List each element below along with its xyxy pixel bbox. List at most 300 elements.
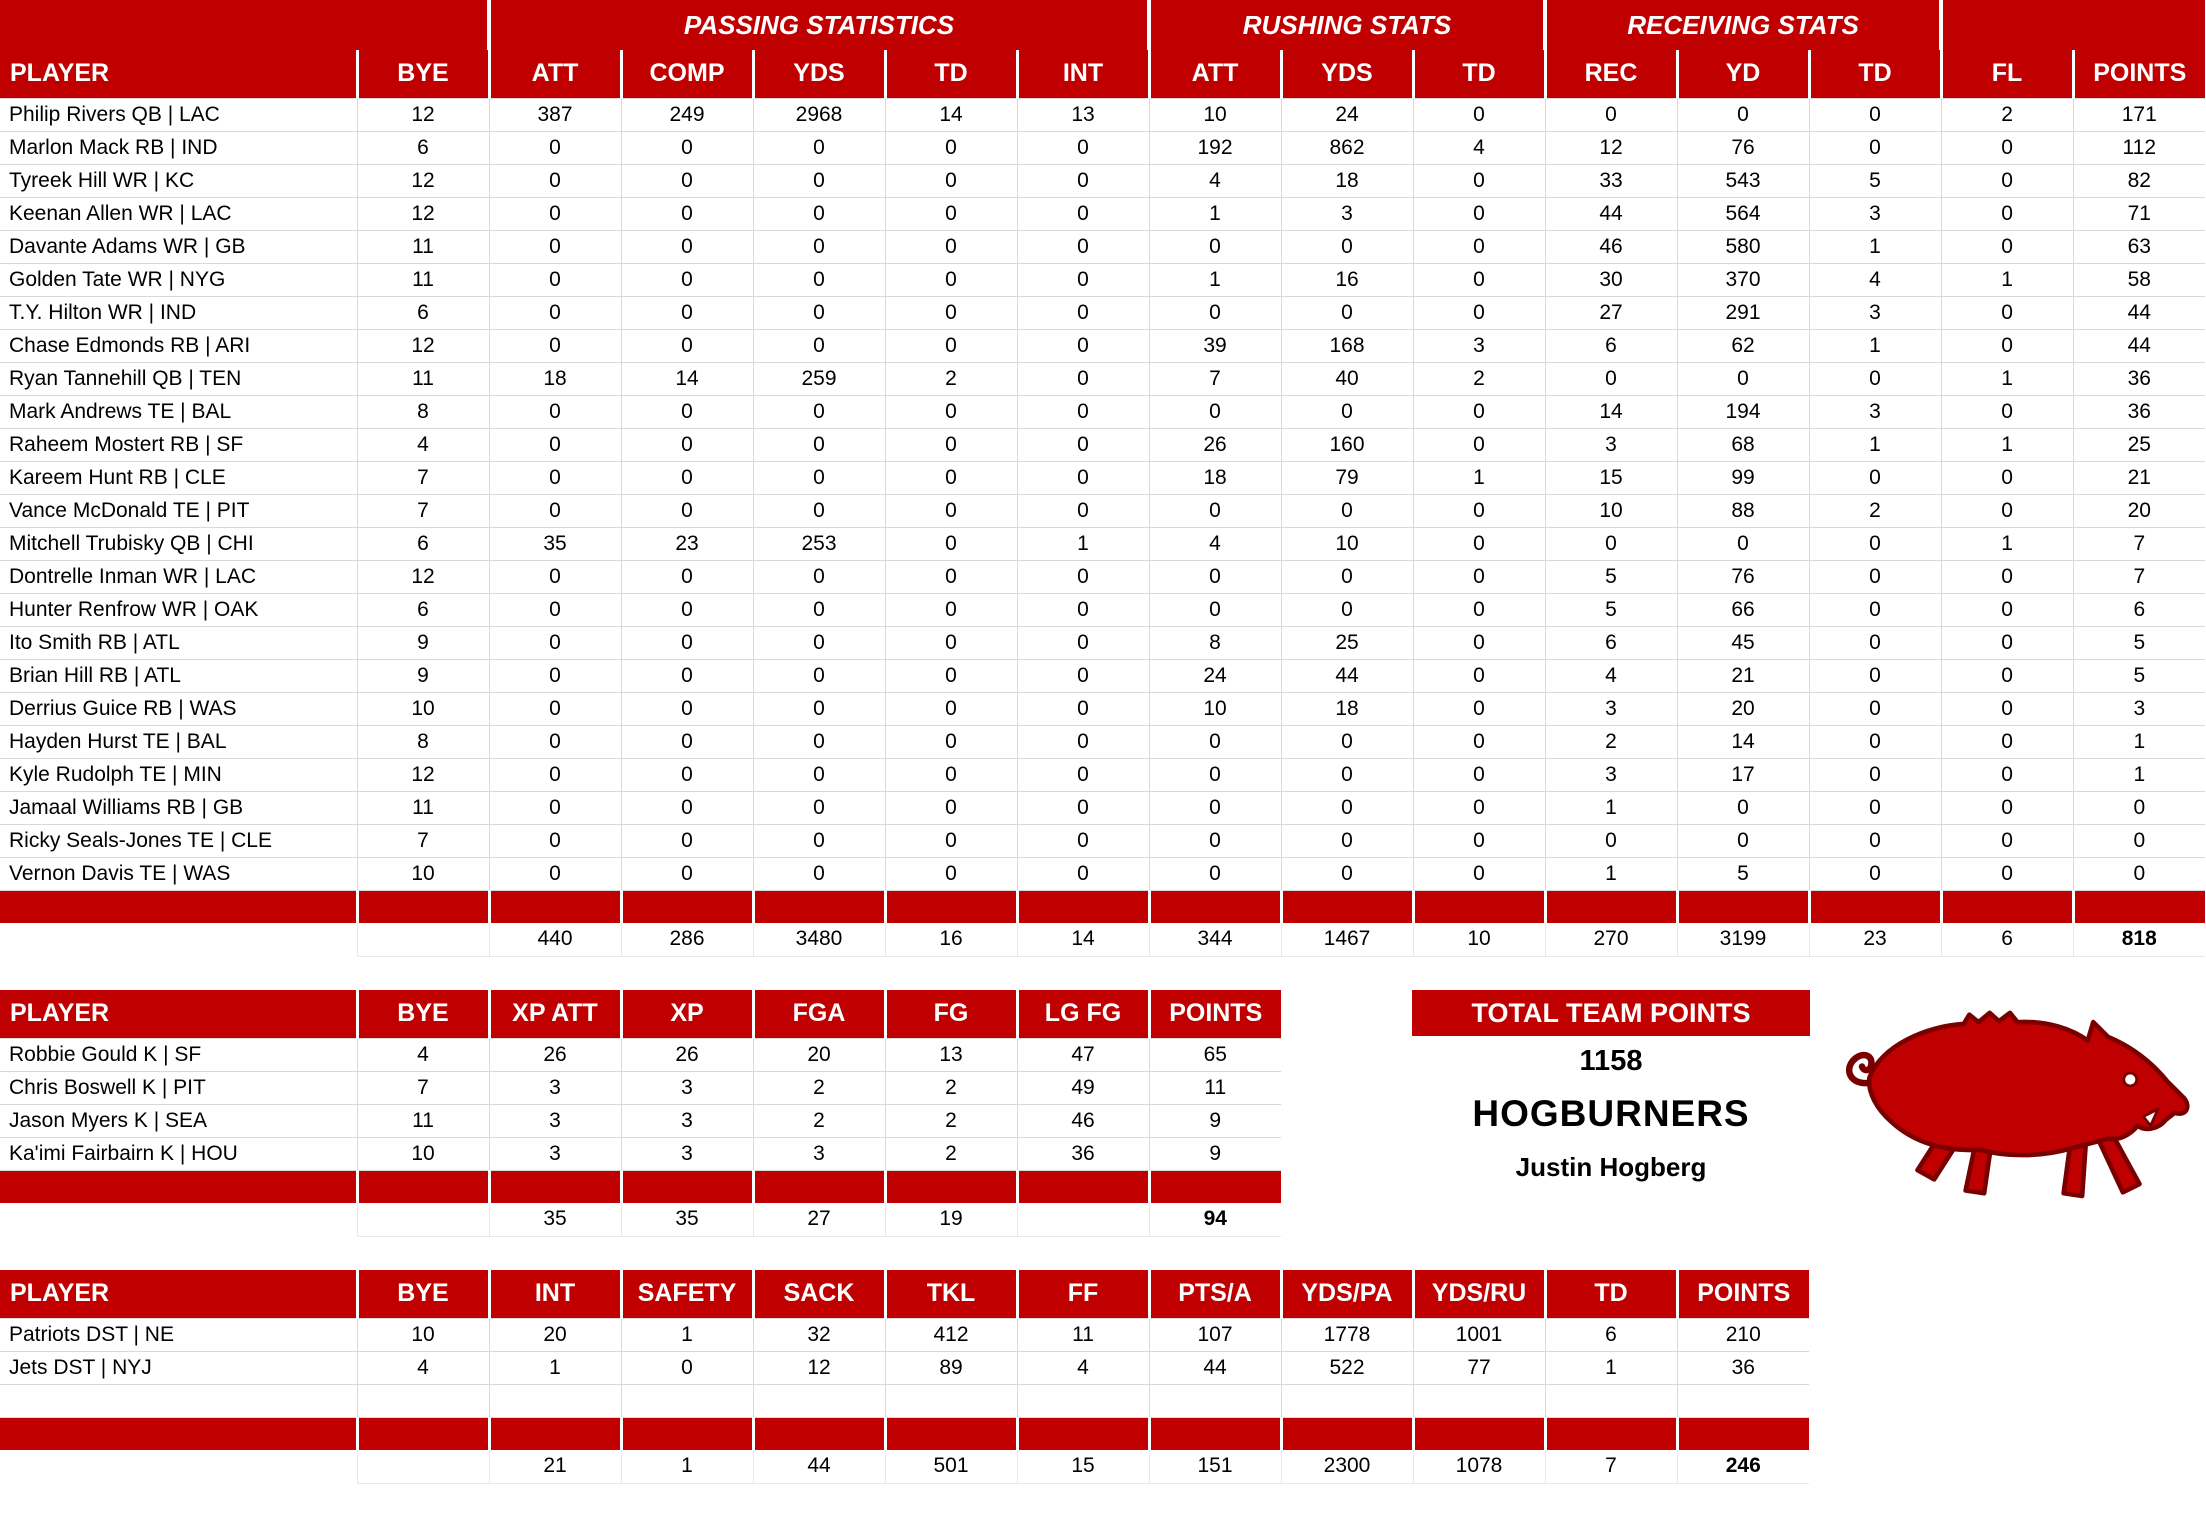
stat-cell: 0: [885, 131, 1017, 164]
stat-cell: 18: [1281, 692, 1413, 725]
stat-cell: 0: [1809, 725, 1941, 758]
stat-cell: 1: [1545, 857, 1677, 890]
column-header-td: TD: [1413, 50, 1545, 98]
stat-cell: 4: [1545, 659, 1677, 692]
stat-cell: 2: [885, 1137, 1017, 1170]
stat-cell: 36: [1017, 1137, 1149, 1170]
stat-cell: 21: [2073, 461, 2205, 494]
stat-cell: 0: [1941, 230, 2073, 263]
stat-cell: 46: [1545, 230, 1677, 263]
stat-cell: 0: [489, 263, 621, 296]
stat-cell: 3: [2073, 692, 2205, 725]
stat-cell: 0: [1809, 659, 1941, 692]
stat-cell: 4: [357, 428, 489, 461]
table-row: [0, 758, 2205, 791]
stat-cell: 0: [753, 626, 885, 659]
stat-cell: 10: [1149, 692, 1281, 725]
stat-cell: 2: [753, 1104, 885, 1137]
stat-cell: 1: [2073, 758, 2205, 791]
total-cell: 3480: [753, 923, 885, 956]
stat-cell: 3: [1809, 395, 1941, 428]
column-header-yd: YD: [1677, 50, 1809, 98]
stat-cell: 249: [621, 98, 753, 131]
table-row: [0, 197, 2205, 230]
stat-cell: 6: [1545, 329, 1677, 362]
column-header-safety: SAFETY: [621, 1270, 753, 1318]
stat-cell: 26: [489, 1038, 621, 1071]
stat-cell: 0: [753, 230, 885, 263]
column-header-bye: BYE: [357, 50, 489, 98]
stat-cell: 0: [753, 197, 885, 230]
stat-cell: 0: [1413, 527, 1545, 560]
column-header-points: POINTS: [1149, 990, 1281, 1038]
table-row: [0, 725, 2205, 758]
table-row: [0, 824, 2205, 857]
stat-cell: 0: [1809, 824, 1941, 857]
stat-cell: 3: [753, 1137, 885, 1170]
stat-cell: 0: [1941, 296, 2073, 329]
stat-cell: 16: [1281, 263, 1413, 296]
player-cell: Mark Andrews TE | BAL: [0, 395, 357, 428]
stat-cell: 3: [621, 1137, 753, 1170]
column-header-sack: SACK: [753, 1270, 885, 1318]
stat-cell: 13: [1017, 98, 1149, 131]
stat-cell: 46: [1017, 1104, 1149, 1137]
table-row: [0, 857, 2205, 890]
stat-cell: 0: [1017, 692, 1149, 725]
stat-cell: 171: [2073, 98, 2205, 131]
stat-cell: 0: [885, 428, 1017, 461]
razorback-hog-logo-icon: [1825, 990, 2195, 1230]
table-row: [0, 527, 2205, 560]
stat-cell: 0: [1149, 296, 1281, 329]
stat-cell: 0: [489, 692, 621, 725]
column-header-pts-a: PTS/A: [1149, 1270, 1281, 1318]
stat-cell: 0: [1809, 98, 1941, 131]
stat-cell: 5: [2073, 626, 2205, 659]
stat-cell: [1149, 1384, 1281, 1417]
stat-cell: 2968: [753, 98, 885, 131]
stat-cell: 14: [1545, 395, 1677, 428]
stat-cell: 0: [1017, 329, 1149, 362]
stat-cell: 0: [753, 494, 885, 527]
total-cell: [357, 923, 489, 956]
kickers-stats-table: [0, 990, 1281, 1237]
stat-cell: 0: [1941, 824, 2073, 857]
table-row: [0, 1071, 1281, 1104]
stat-cell: 0: [753, 263, 885, 296]
stat-cell: 0: [753, 725, 885, 758]
stat-cell: 44: [2073, 329, 2205, 362]
stat-cell: 0: [489, 758, 621, 791]
table-row: [0, 98, 2205, 131]
stat-cell: 0: [885, 494, 1017, 527]
stat-cell: 9: [1149, 1104, 1281, 1137]
stat-cell: 0: [1149, 824, 1281, 857]
total-cell: [1017, 1203, 1149, 1236]
table-row: [0, 395, 2205, 428]
player-cell: Chase Edmonds RB | ARI: [0, 329, 357, 362]
stat-cell: 12: [1545, 131, 1677, 164]
stat-cell: 0: [489, 791, 621, 824]
stat-cell: 0: [1809, 626, 1941, 659]
stat-cell: 0: [621, 461, 753, 494]
stat-cell: 2: [753, 1071, 885, 1104]
column-header-comp: COMP: [621, 50, 753, 98]
stat-cell: 3: [1545, 428, 1677, 461]
stat-cell: 12: [357, 197, 489, 230]
stat-cell: 0: [885, 659, 1017, 692]
column-header-bye: BYE: [357, 1270, 489, 1318]
stat-cell: 0: [489, 626, 621, 659]
stat-cell: 76: [1677, 131, 1809, 164]
player-cell: Kareem Hunt RB | CLE: [0, 461, 357, 494]
stat-cell: 0: [1017, 626, 1149, 659]
table-row: [0, 230, 2205, 263]
separator-band-row: [0, 890, 2205, 923]
stat-cell: 30: [1545, 263, 1677, 296]
stat-cell: 0: [621, 725, 753, 758]
stat-cell: 1: [1941, 527, 2073, 560]
stat-cell: 7: [357, 1071, 489, 1104]
stat-cell: 0: [1413, 230, 1545, 263]
separator-band: [885, 1170, 1017, 1203]
stat-cell: 14: [885, 98, 1017, 131]
stat-cell: 1: [1149, 197, 1281, 230]
stat-cell: 0: [1413, 263, 1545, 296]
stat-cell: 13: [885, 1038, 1017, 1071]
stat-cell: 0: [1017, 494, 1149, 527]
stat-cell: 0: [1017, 758, 1149, 791]
stat-cell: 0: [1281, 230, 1413, 263]
stat-cell: 0: [1017, 362, 1149, 395]
stat-cell: 0: [753, 131, 885, 164]
table-row: [0, 362, 2205, 395]
separator-band: [1677, 1417, 1809, 1450]
stat-cell: 1: [1017, 527, 1149, 560]
table-row: [0, 659, 2205, 692]
stat-cell: 0: [1281, 494, 1413, 527]
total-cell: 3199: [1677, 923, 1809, 956]
total-cell: 14: [1017, 923, 1149, 956]
stat-cell: [1413, 1384, 1545, 1417]
stat-cell: 0: [621, 296, 753, 329]
stat-cell: 2: [885, 362, 1017, 395]
stat-cell: [753, 1384, 885, 1417]
total-cell: 6: [1941, 923, 2073, 956]
total-cell: 286: [621, 923, 753, 956]
stat-cell: 0: [489, 164, 621, 197]
stat-cell: 0: [753, 659, 885, 692]
stat-cell: 2: [1545, 725, 1677, 758]
stat-cell: 0: [621, 1351, 753, 1384]
stat-cell: 1: [1413, 461, 1545, 494]
stat-cell: 0: [885, 857, 1017, 890]
stat-cell: 44: [1545, 197, 1677, 230]
total-cell: [0, 1450, 357, 1483]
stat-cell: 0: [1677, 791, 1809, 824]
separator-band: [1941, 890, 2073, 923]
stat-cell: 168: [1281, 329, 1413, 362]
table-row: [0, 1137, 1281, 1170]
table-row: [0, 626, 2205, 659]
stat-cell: 0: [1941, 395, 2073, 428]
separator-band: [1677, 890, 1809, 923]
stat-cell: 7: [357, 461, 489, 494]
stat-cell: 0: [1809, 560, 1941, 593]
stat-cell: 39: [1149, 329, 1281, 362]
stat-cell: 32: [753, 1318, 885, 1351]
stat-cell: 66: [1677, 593, 1809, 626]
stat-cell: 0: [1413, 725, 1545, 758]
column-header-yds: YDS: [753, 50, 885, 98]
total-cell: 1078: [1413, 1450, 1545, 1483]
player-cell: Vance McDonald TE | PIT: [0, 494, 357, 527]
stat-cell: 65: [1149, 1038, 1281, 1071]
separator-band-row: [0, 1417, 1809, 1450]
stat-cell: 0: [1809, 758, 1941, 791]
stat-cell: 0: [1941, 329, 2073, 362]
stat-cell: 0: [885, 263, 1017, 296]
stat-cell: 0: [1413, 692, 1545, 725]
stat-cell: 0: [1149, 494, 1281, 527]
total-team-points-banner: TOTAL TEAM POINTS: [1412, 990, 1810, 1036]
player-cell: Raheem Mostert RB | SF: [0, 428, 357, 461]
player-cell: Brian Hill RB | ATL: [0, 659, 357, 692]
column-header-yds-pa: YDS/PA: [1281, 1270, 1413, 1318]
stat-cell: 9: [357, 626, 489, 659]
total-cell: 501: [885, 1450, 1017, 1483]
stat-cell: 0: [489, 725, 621, 758]
stat-cell: 0: [1941, 791, 2073, 824]
stat-cell: 0: [1809, 593, 1941, 626]
total-cell: 35: [621, 1203, 753, 1236]
stat-cell: 543: [1677, 164, 1809, 197]
stat-cell: 12: [357, 560, 489, 593]
stat-cell: 0: [1413, 791, 1545, 824]
stat-cell: 0: [1281, 824, 1413, 857]
stat-cell: 1: [1545, 1351, 1677, 1384]
stat-cell: 0: [1149, 230, 1281, 263]
stat-cell: 0: [1809, 362, 1941, 395]
stat-cell: 0: [621, 659, 753, 692]
player-cell: Kyle Rudolph TE | MIN: [0, 758, 357, 791]
column-header-bye: BYE: [357, 990, 489, 1038]
total-cell: 818: [2073, 923, 2205, 956]
stat-cell: 160: [1281, 428, 1413, 461]
stat-cell: 5: [2073, 659, 2205, 692]
stat-cell: 0: [753, 593, 885, 626]
stat-cell: 0: [1809, 791, 1941, 824]
stat-cell: 0: [885, 824, 1017, 857]
team-owner-name: Justin Hogberg: [1515, 1152, 1707, 1182]
stat-cell: 1778: [1281, 1318, 1413, 1351]
stat-cell: 0: [1413, 395, 1545, 428]
stat-cell: 8: [357, 725, 489, 758]
player-cell: Ryan Tannehill QB | TEN: [0, 362, 357, 395]
stat-cell: 0: [621, 758, 753, 791]
stat-cell: 0: [1017, 164, 1149, 197]
total-cell: [357, 1450, 489, 1483]
column-header-xp: XP: [621, 990, 753, 1038]
stat-cell: 0: [885, 593, 1017, 626]
stat-cell: 0: [1017, 263, 1149, 296]
stat-cell: 0: [1149, 560, 1281, 593]
stat-cell: 0: [1413, 197, 1545, 230]
table-row: [0, 263, 2205, 296]
stat-cell: 77: [1413, 1351, 1545, 1384]
stat-cell: 194: [1677, 395, 1809, 428]
total-cell: 7: [1545, 1450, 1677, 1483]
total-cell: 1467: [1281, 923, 1413, 956]
stat-cell: 0: [489, 131, 621, 164]
stat-cell: 5: [1545, 560, 1677, 593]
stat-cell: 10: [357, 1137, 489, 1170]
section-title: RUSHING STATS: [1149, 0, 1545, 50]
stat-cell: 5: [1677, 857, 1809, 890]
stat-cell: 20: [753, 1038, 885, 1071]
stat-cell: 2: [885, 1071, 1017, 1104]
stat-cell: 20: [489, 1318, 621, 1351]
total-cell: 27: [753, 1203, 885, 1236]
separator-band: [753, 1170, 885, 1203]
stat-cell: 0: [489, 230, 621, 263]
stat-cell: 253: [753, 527, 885, 560]
column-header-ff: FF: [1017, 1270, 1149, 1318]
stat-cell: 27: [1545, 296, 1677, 329]
column-header-points: POINTS: [2073, 50, 2205, 98]
column-header-row: [0, 50, 2205, 98]
stat-cell: 0: [1809, 131, 1941, 164]
stat-cell: 58: [2073, 263, 2205, 296]
column-header-tkl: TKL: [885, 1270, 1017, 1318]
stat-cell: 6: [357, 527, 489, 560]
stat-cell: 62: [1677, 329, 1809, 362]
column-header-yds-ru: YDS/RU: [1413, 1270, 1545, 1318]
column-header-td: TD: [885, 50, 1017, 98]
stat-cell: 0: [1941, 758, 2073, 791]
stat-cell: 7: [1149, 362, 1281, 395]
stat-cell: 7: [2073, 527, 2205, 560]
stat-cell: 370: [1677, 263, 1809, 296]
column-header-fga: FGA: [753, 990, 885, 1038]
stat-cell: 11: [357, 1104, 489, 1137]
column-header-att: ATT: [489, 50, 621, 98]
stat-cell: 20: [2073, 494, 2205, 527]
separator-band: [357, 1170, 489, 1203]
stat-cell: 6: [1545, 1318, 1677, 1351]
stat-cell: 0: [1941, 197, 2073, 230]
player-cell: Robbie Gould K | SF: [0, 1038, 357, 1071]
stat-cell: 4: [357, 1351, 489, 1384]
player-cell: Vernon Davis TE | WAS: [0, 857, 357, 890]
stat-cell: [1677, 1384, 1809, 1417]
total-cell: 10: [1413, 923, 1545, 956]
stat-cell: 9: [1149, 1137, 1281, 1170]
stat-cell: 112: [2073, 131, 2205, 164]
stat-cell: 0: [1281, 725, 1413, 758]
total-cell: 270: [1545, 923, 1677, 956]
stat-cell: 0: [1413, 593, 1545, 626]
stat-cell: 0: [1017, 197, 1149, 230]
stat-cell: 0: [621, 824, 753, 857]
stat-cell: [885, 1384, 1017, 1417]
total-team-points-value: 1158: [1579, 1045, 1643, 1077]
stat-cell: 0: [885, 527, 1017, 560]
stat-cell: 6: [357, 593, 489, 626]
stat-cell: 24: [1281, 98, 1413, 131]
table-row: [0, 593, 2205, 626]
stat-cell: 0: [621, 131, 753, 164]
table-row: [0, 791, 2205, 824]
player-cell: Jason Myers K | SEA: [0, 1104, 357, 1137]
stat-cell: 49: [1017, 1071, 1149, 1104]
stat-cell: 44: [1281, 659, 1413, 692]
player-cell: Derrius Guice RB | WAS: [0, 692, 357, 725]
stat-cell: 0: [1281, 791, 1413, 824]
table-row: [0, 131, 2205, 164]
stat-cell: 9: [357, 659, 489, 692]
stat-cell: 0: [885, 329, 1017, 362]
stat-cell: 36: [2073, 362, 2205, 395]
column-header-td: TD: [1545, 1270, 1677, 1318]
player-cell: Jamaal Williams RB | GB: [0, 791, 357, 824]
stat-cell: 4: [1149, 164, 1281, 197]
total-cell: 19: [885, 1203, 1017, 1236]
separator-band: [1281, 890, 1413, 923]
stat-cell: 11: [357, 791, 489, 824]
stat-cell: 0: [753, 164, 885, 197]
stat-cell: 8: [357, 395, 489, 428]
stat-cell: 0: [1017, 659, 1149, 692]
stat-cell: 10: [1149, 98, 1281, 131]
total-cell: 440: [489, 923, 621, 956]
stat-cell: 580: [1677, 230, 1809, 263]
stat-cell: 6: [357, 131, 489, 164]
team-name: HOGBURNERS: [1472, 1093, 1750, 1134]
stat-cell: 0: [753, 296, 885, 329]
stat-cell: 0: [1413, 428, 1545, 461]
column-header-fg: FG: [885, 990, 1017, 1038]
stat-cell: 0: [1545, 527, 1677, 560]
stat-cell: 0: [1941, 461, 2073, 494]
stat-cell: 0: [2073, 791, 2205, 824]
stat-cell: 10: [357, 1318, 489, 1351]
stat-cell: 0: [1017, 428, 1149, 461]
stat-cell: 0: [753, 692, 885, 725]
player-cell: Dontrelle Inman WR | LAC: [0, 560, 357, 593]
stat-cell: 0: [1281, 395, 1413, 428]
stat-cell: 0: [1017, 296, 1149, 329]
column-header-row: [0, 990, 1281, 1038]
table-row: [0, 428, 2205, 461]
stat-cell: 20: [1677, 692, 1809, 725]
stat-cell: 0: [1017, 230, 1149, 263]
stat-cell: 71: [2073, 197, 2205, 230]
stat-cell: [621, 1384, 753, 1417]
table-row: [0, 692, 2205, 725]
stat-cell: 24: [1149, 659, 1281, 692]
stat-cell: 0: [489, 197, 621, 230]
table-row: [0, 329, 2205, 362]
total-cell: 15: [1017, 1450, 1149, 1483]
table-row: [0, 164, 2205, 197]
stat-cell: 0: [753, 857, 885, 890]
stat-cell: 4: [357, 1038, 489, 1071]
player-cell: Jets DST | NYJ: [0, 1351, 357, 1384]
stat-cell: 0: [489, 329, 621, 362]
stat-cell: 192: [1149, 131, 1281, 164]
